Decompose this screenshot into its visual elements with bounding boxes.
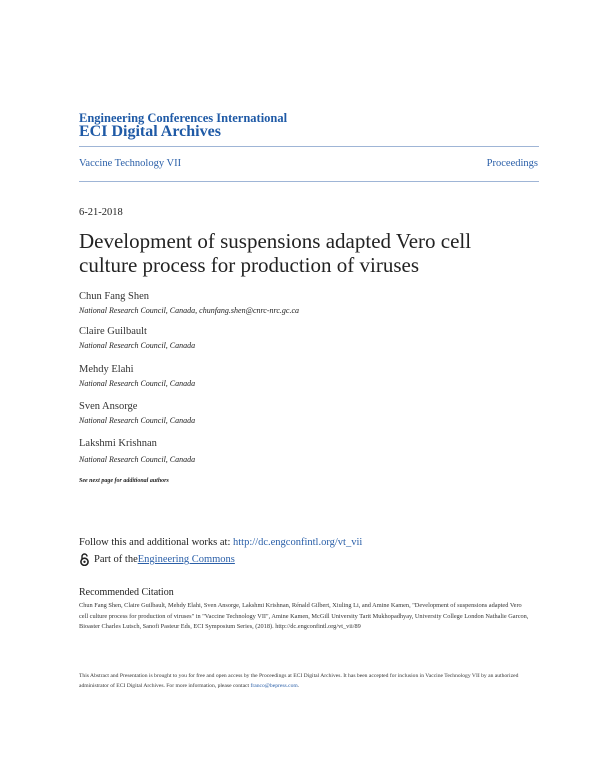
author-affiliation: National Research Council, Canada bbox=[79, 416, 196, 425]
collection-link[interactable]: Vaccine Technology VII bbox=[79, 158, 182, 169]
author-affiliation: National Research Council, Canada bbox=[79, 455, 196, 464]
publication-date: 6-21-2018 bbox=[79, 207, 123, 218]
author-name: Lakshmi Krishnan bbox=[79, 438, 157, 449]
see-next-authors: See next page for additional authors bbox=[79, 478, 169, 484]
notice-end: . bbox=[297, 682, 300, 689]
follow-label: Follow this and additional works at: bbox=[79, 537, 233, 548]
part-of-line bbox=[79, 553, 235, 566]
notice-text: This Abstract and Presentation is brought to you for free and open access by the Proceedings at ECI Digital Archives. It has been accepted for inclusion in Vaccine Technology VII by an authorized administrator of ECI Digital Archives. For more information, please contact bbox=[79, 673, 519, 689]
top-divider bbox=[79, 146, 539, 147]
recommended-citation-heading: Recommended Citation bbox=[79, 587, 174, 598]
archive-name[interactable]: ECI Digital Archives bbox=[79, 123, 221, 140]
collection-url-link[interactable]: http://dc.engconfintl.org/vt_vii bbox=[233, 537, 363, 548]
author-affiliation: National Research Council, Canada bbox=[79, 341, 196, 350]
bottom-divider bbox=[79, 181, 539, 182]
article-title: Development of suspensions adapted Vero cell culture process for production of viruses bbox=[79, 229, 472, 277]
engineering-commons-link[interactable]: Engineering Commons bbox=[137, 554, 235, 565]
open-access-lock-icon bbox=[79, 553, 90, 566]
access-notice bbox=[79, 672, 539, 691]
proceedings-link[interactable]: Proceedings bbox=[486, 158, 538, 169]
author-affiliation bbox=[79, 306, 299, 315]
author-name: Sven Ansorge bbox=[79, 401, 138, 412]
author-name: Claire Guilbault bbox=[79, 326, 147, 337]
author-name: Mehdy Elahi bbox=[79, 364, 134, 375]
org-name: Engineering Conferences International bbox=[79, 111, 288, 125]
follow-line bbox=[79, 537, 362, 548]
citation-text: Chun Fang Shen, Claire Guilbault, Mehdy Elahi, Sven Ansorge, Lakshmi Krishnan, Rénald Gilbert, Xiuling Li, and Amine Kamen, "Development of suspensions adapted Vero cell culture process for production of viruses" in "Vaccine Technology VII", Amine Kamen, McGill University Tarit Mukhopadhyay, University College London Nathalie Garcon, Bioaster Charles Lutsch, Sanofi Pasteur Eds, ECI Symposium Series, (2018). http://dc.engconfintl.org/vt_vii/89 bbox=[79, 602, 529, 630]
author-email: , chunfang.shen@cnrc-nrc.gc.ca bbox=[195, 306, 299, 315]
contact-email-link[interactable]: franco@bepress.com bbox=[250, 682, 298, 689]
author-name: Chun Fang Shen bbox=[79, 291, 150, 302]
author-affiliation: National Research Council, Canada bbox=[79, 379, 196, 388]
affiliation-text: National Research Council, Canada bbox=[79, 306, 196, 315]
part-of-label: Part of the bbox=[94, 554, 138, 565]
